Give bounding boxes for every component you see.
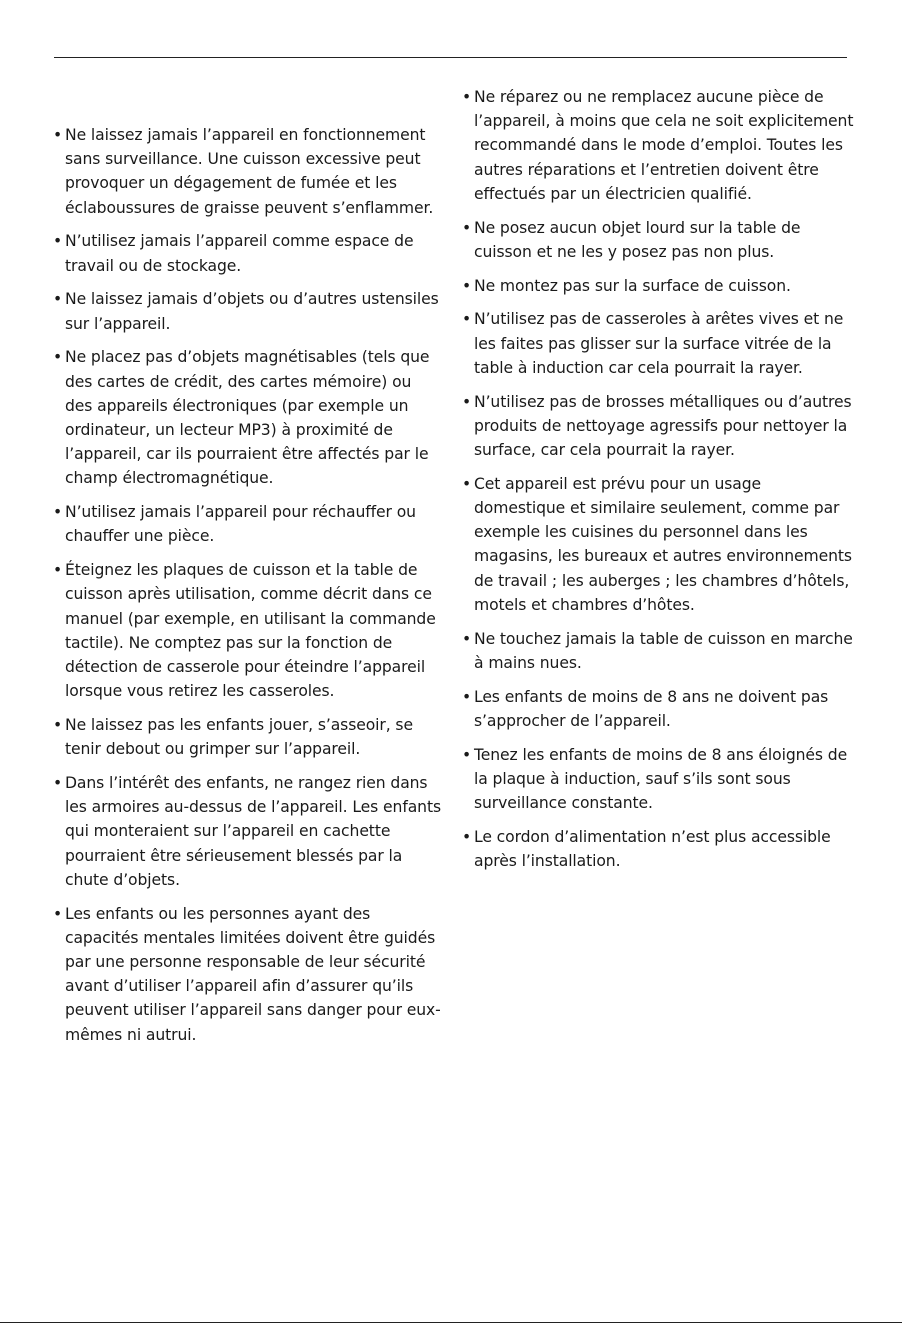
bullet-icon: • (53, 904, 63, 923)
list-item-text: Ne laissez pas les enfants jouer, s’asseoir, se tenir debout ou grimper sur l’appareil. (65, 716, 413, 759)
list-item (53, 123, 443, 220)
bullet-icon: • (53, 290, 63, 309)
list-item-text: Le cordon d’alimentation n’est plus accessible après l’installation. (474, 827, 831, 871)
list-item-text: N’utilisez jamais l’appareil pour réchauffer ou chauffer une pièce. (65, 503, 416, 546)
list-item-text: Ne laissez jamais d’objets ou d’autres ustensiles sur l’appareil. (65, 290, 439, 333)
bullet-icon: • (462, 745, 472, 764)
list-item-text: Dans l’intérêt des enfants, ne rangez rien dans les armoires au-dessus de l’appareil. Les enfants qui monteraient sur l’appareil en cachette pourraient être sérieusement blessés par la chute d’objets. (65, 774, 441, 889)
list-item (462, 307, 854, 380)
bullet-icon: • (462, 392, 472, 411)
bullet-icon: • (462, 88, 472, 106)
list-item (462, 472, 854, 617)
bullet-icon: • (462, 687, 472, 706)
list-item (462, 825, 854, 873)
list-item-text: Ne touchez jamais la table de cuisson en marche à mains nues. (474, 629, 853, 672)
list-item-text: Ne placez pas d’objets magnétisables (tels que des cartes de crédit, des cartes mémoire) ou des appareils électroniques (par exemple un ordinateur, un lecteur MP3) à proximité de l’appareil, car ils pourraient être affectés par le champ électromagnétique. (65, 348, 430, 488)
list-item (462, 627, 854, 675)
list-item-text: N’utilisez pas de brosses métalliques ou d’autres produits de nettoyage agressifs pour nettoyer la surface, car cela pourrait la rayer. (474, 392, 852, 460)
bullet-icon: • (53, 126, 63, 144)
list-item (53, 287, 443, 335)
bullet-icon: • (462, 827, 472, 846)
bullet-icon: • (462, 629, 472, 648)
list-item (53, 345, 443, 490)
list-item-text: N’utilisez pas de casseroles à arêtes vives et ne les faites pas glisser sur la surface vitrée de la table à induction car cela pourrait la rayer. (474, 310, 844, 377)
list-item (462, 274, 854, 298)
list-item (53, 229, 443, 277)
list-item (53, 500, 443, 548)
list-item (462, 390, 854, 463)
list-item-text: Ne réparez ou ne remplacez aucune pièce de l’appareil, à moins que cela ne soit explicitement recommandé dans le mode d’emploi. Toutes les autres réparations et l’entretien doivent être effectués par un électricien qualifié. (474, 88, 854, 203)
list-item-text: Les enfants ou les personnes ayant des capacités mentales limitées doivent être guidés par une personne responsable de leur sécurité avant d’utiliser l’appareil afin d’assurer qu’ils peuvent utiliser l’appareil sans danger pour eux-mêmes ni autrui. (65, 904, 441, 1044)
list-item (53, 771, 443, 892)
list-item (53, 713, 443, 761)
list-item-text: Éteignez les plaques de cuisson et la table de cuisson après utilisation, comme décrit dans ce manuel (par exemple, en utilisant la commande tactile). Ne comptez pas sur la fonction de détection de casserole pour éteindre l’appareil lorsque vous retirez les casseroles. (65, 561, 436, 701)
list-item-text: N’utilisez jamais l’appareil comme espace de travail ou de stockage. (65, 232, 414, 275)
bullet-icon: • (462, 276, 472, 295)
bullet-icon: • (53, 503, 63, 522)
list-item (53, 902, 443, 1047)
header-rule (54, 57, 847, 58)
list-item-text: Cet appareil est prévu pour un usage domestique et similaire seulement, comme par exemple les cuisines du personnel dans les magasins, les bureaux et autres environnements de travail ; les auberges ; les chambres d’hôtels, motels et chambres d’hôtes. (474, 474, 852, 614)
bullet-icon: • (53, 348, 63, 367)
left-column-list (53, 123, 443, 1056)
right-column-list (462, 85, 854, 883)
list-item-text: Ne posez aucun objet lourd sur la table de cuisson et ne les y posez pas non plus. (474, 218, 801, 261)
list-item-text: Tenez les enfants de moins de 8 ans éloignés de la plaque à induction, sauf s’ils sont sous surveillance constante. (474, 745, 848, 813)
list-item (462, 216, 854, 264)
bullet-icon: • (53, 716, 63, 735)
footer-rule (0, 1322, 902, 1323)
list-item-text: Les enfants de moins de 8 ans ne doivent pas s’approcher de l’appareil. (474, 687, 829, 730)
bullet-icon: • (53, 232, 63, 251)
bullet-icon: • (462, 310, 472, 329)
list-item-text: Ne montez pas sur la surface de cuisson. (474, 276, 791, 295)
list-item (462, 85, 854, 206)
list-item (462, 685, 854, 733)
bullet-icon: • (53, 561, 63, 580)
bullet-icon: • (462, 474, 472, 493)
list-item (53, 558, 443, 703)
bullet-icon: • (462, 218, 472, 237)
bullet-icon: • (53, 774, 63, 793)
list-item (462, 743, 854, 816)
list-item-text: Ne laissez jamais l’appareil en fonctionnement sans surveillance. Une cuisson excessive peut provoquer un dégagement de fumée et les éclaboussures de graisse peuvent s’enflammer. (65, 126, 434, 217)
